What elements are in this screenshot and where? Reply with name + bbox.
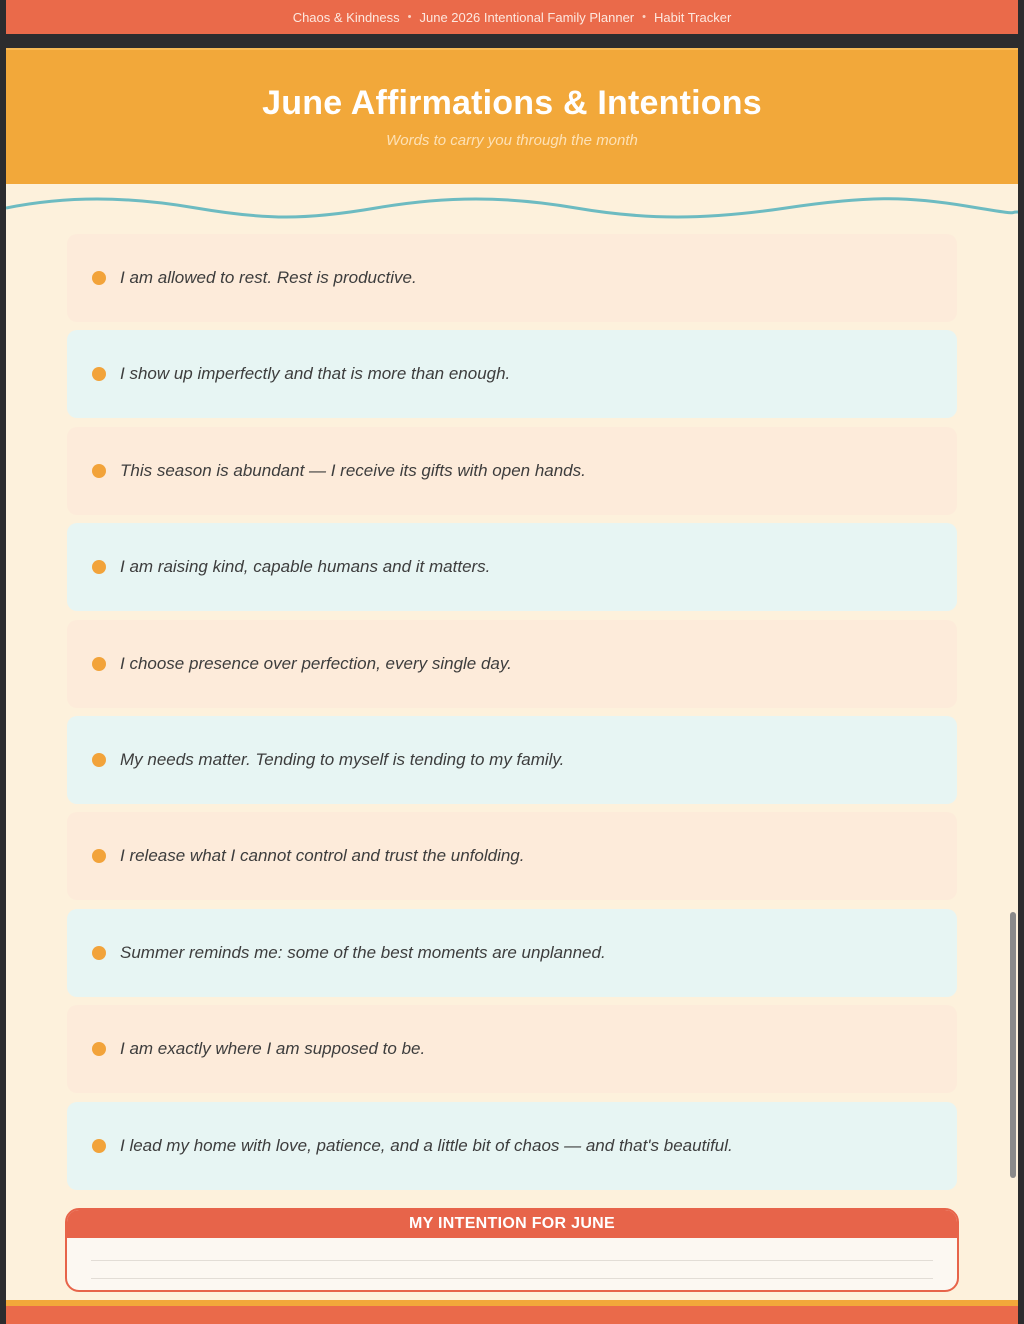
bullet-dot-icon xyxy=(92,1139,106,1153)
affirmation-text: I am exactly where I am supposed to be. xyxy=(120,1039,426,1059)
bullet-dot-icon xyxy=(92,657,106,671)
affirmation-card xyxy=(67,427,957,515)
bullet-dot-icon xyxy=(92,946,106,960)
bullet-dot-icon xyxy=(92,271,106,285)
affirmation-card xyxy=(67,620,957,708)
breadcrumb-separator: • xyxy=(407,11,412,23)
affirmation-card xyxy=(67,812,957,900)
affirmation-text: I lead my home with love, patience, and a little bit of chaos — and that's beautiful. xyxy=(120,1135,733,1155)
scrollbar-thumb[interactable] xyxy=(1010,912,1016,1178)
affirmation-card xyxy=(67,234,957,322)
footer-stripe-coral xyxy=(6,1306,1018,1324)
affirmation-card xyxy=(67,523,957,611)
bullet-dot-icon xyxy=(92,367,106,381)
affirmation-list xyxy=(67,234,957,1198)
affirmation-card xyxy=(67,716,957,804)
breadcrumb-brand[interactable]: Chaos & Kindness xyxy=(292,9,400,25)
affirmation-card xyxy=(67,330,957,418)
page-subtitle: Words to carry you through the month xyxy=(386,132,638,149)
breadcrumb-separator: • xyxy=(642,11,646,23)
affirmation-text: I show up imperfectly and that is more than enough. xyxy=(120,364,511,384)
top-breadcrumb-bar xyxy=(6,0,1018,34)
breadcrumb-planner[interactable]: June 2026 Intentional Family Planner xyxy=(419,9,635,25)
bullet-dot-icon xyxy=(92,753,106,767)
affirmation-card xyxy=(67,1005,957,1093)
intention-heading: MY INTENTION FOR JUNE xyxy=(67,1210,957,1238)
bullet-dot-icon xyxy=(92,849,106,863)
bullet-dot-icon xyxy=(92,560,106,574)
intention-box[interactable] xyxy=(65,1208,959,1292)
breadcrumb-section[interactable]: Habit Tracker xyxy=(654,9,732,25)
wave-line xyxy=(6,199,1018,217)
affirmation-text: Summer reminds me: some of the best moments are unplanned. xyxy=(120,942,606,962)
bullet-dot-icon xyxy=(92,1042,106,1056)
affirmation-text: This season is abundant — I receive its gifts with open hands. xyxy=(120,460,586,480)
bullet-dot-icon xyxy=(92,464,106,478)
affirmation-card xyxy=(67,909,957,997)
affirmation-text: I am raising kind, capable humans and it matters. xyxy=(120,557,491,577)
page-header xyxy=(6,48,1018,184)
wave-divider xyxy=(6,196,1018,226)
affirmation-text: I am allowed to rest. Rest is productive. xyxy=(120,268,417,287)
affirmation-text: My needs matter. Tending to myself is tending to my family. xyxy=(120,749,565,769)
affirmation-text: I release what I cannot control and trust the unfolding. xyxy=(120,846,525,866)
writing-line xyxy=(91,1278,933,1279)
planner-page xyxy=(6,48,1018,1324)
writing-line xyxy=(91,1260,933,1261)
footer-band xyxy=(6,1300,1018,1324)
affirmation-text: I choose presence over perfection, every single day. xyxy=(120,653,512,673)
affirmation-card xyxy=(67,1102,957,1190)
page-title: June Affirmations & Intentions xyxy=(262,84,762,122)
